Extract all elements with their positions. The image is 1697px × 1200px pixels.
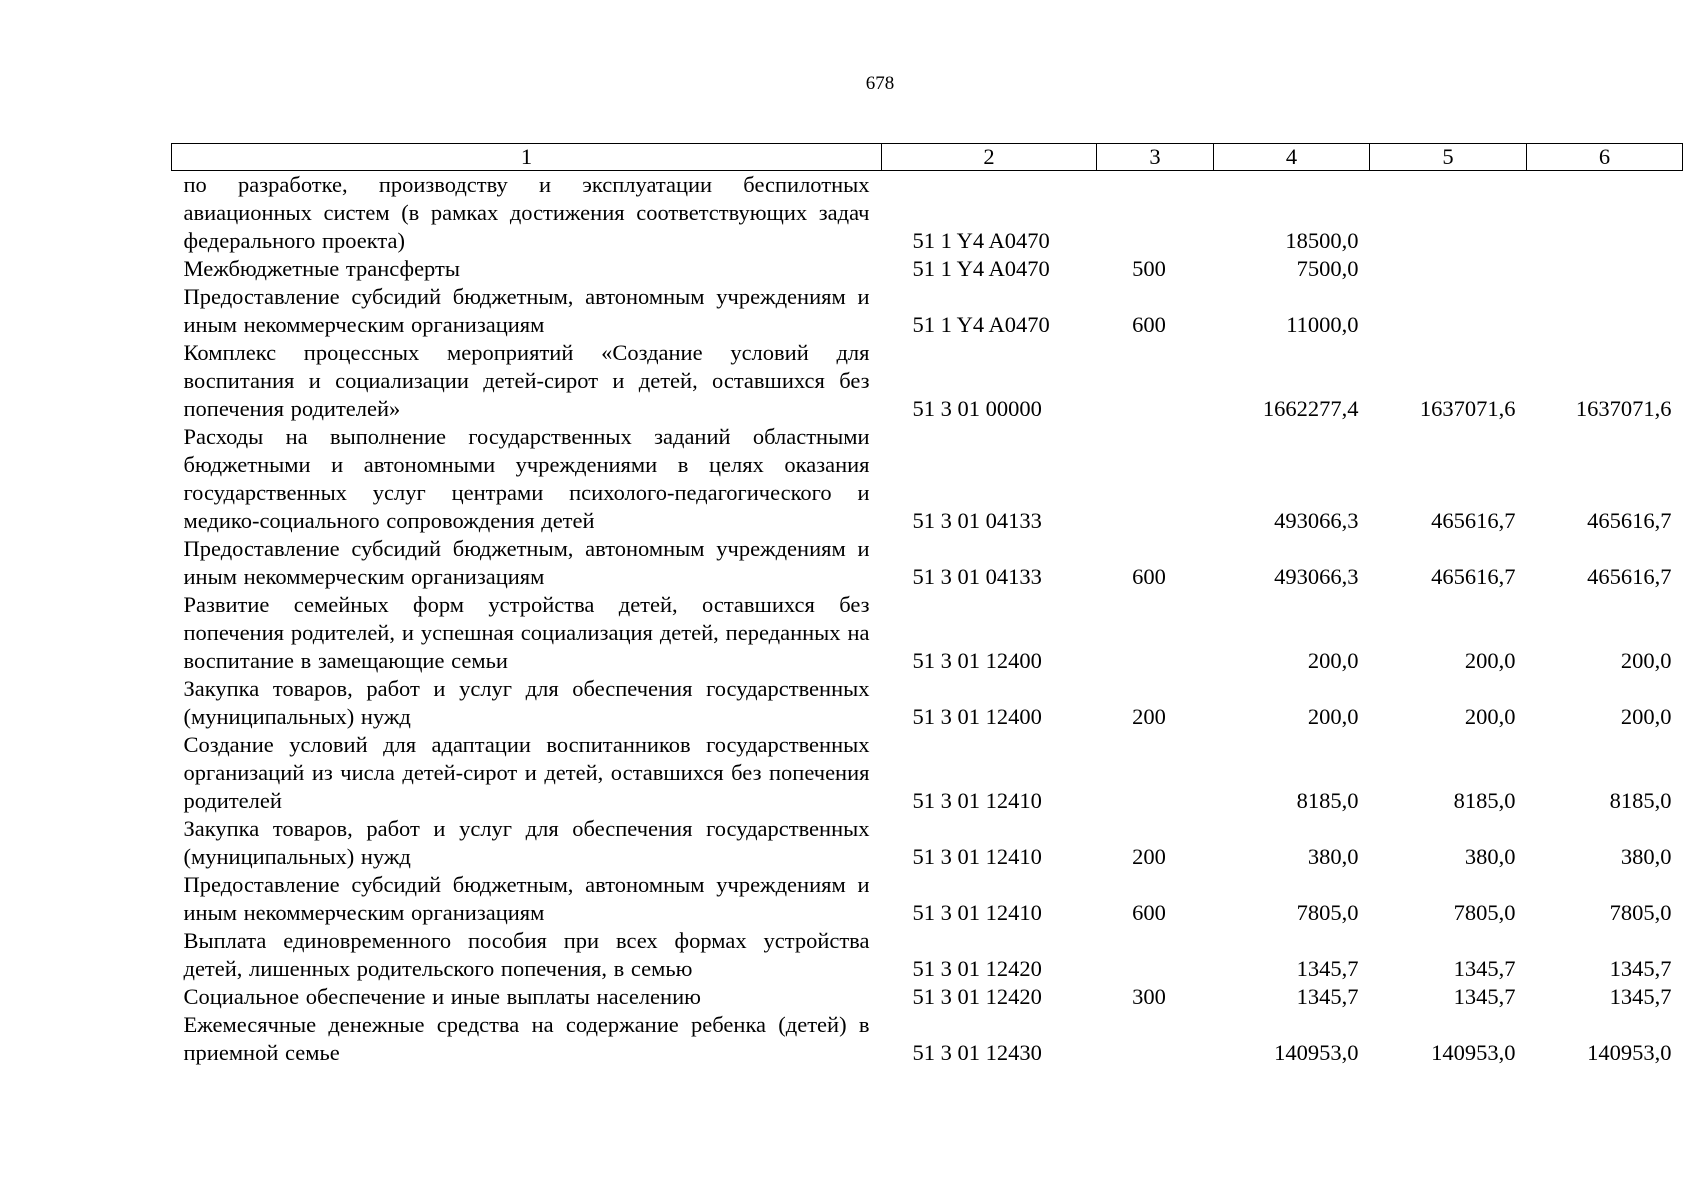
row-value-col4: 11000,0: [1286, 312, 1359, 337]
row-name: Комплекс процессных мероприятий «Создание условий для воспитания и социализации детей-сирот и детей, оставшихся без попечения родителей»: [183, 340, 870, 421]
row-value-col4: 7500,0: [1296, 256, 1359, 281]
table-row: [172, 283, 1683, 339]
row-value-col6: 7805,0: [1609, 900, 1672, 925]
column-header-1: 1: [172, 144, 882, 171]
row-value-col6: [1527, 255, 1683, 283]
row-value-col5: 1345,7: [1453, 984, 1516, 1009]
table-row: [172, 871, 1683, 927]
row-target-code: 51 3 01 12420: [912, 956, 1042, 981]
row-value-col4: 380,0: [1307, 844, 1359, 869]
row-expense-type: [1097, 339, 1214, 423]
row-name: Предоставление субсидий бюджетным, автономным учреждениям и иным некоммерческим организациям: [183, 872, 870, 925]
row-expense-type: 500: [1132, 256, 1166, 281]
row-value-col4: 8185,0: [1296, 788, 1359, 813]
row-target-code: 51 3 01 12410: [912, 900, 1042, 925]
table-row: [172, 255, 1683, 283]
row-target-code: 51 3 01 12410: [912, 788, 1042, 813]
row-value-col6: 380,0: [1620, 844, 1672, 869]
row-expense-type: [1097, 731, 1214, 815]
row-name: Предоставление субсидий бюджетным, автономным учреждениям и иным некоммерческим организациям: [183, 536, 870, 589]
column-header-3: 3: [1097, 144, 1214, 171]
row-expense-type: 600: [1132, 564, 1166, 589]
table-row: [172, 927, 1683, 983]
row-value-col6: 1345,7: [1609, 984, 1672, 1009]
row-value-col6: 8185,0: [1609, 788, 1672, 813]
column-header-4: 4: [1214, 144, 1370, 171]
row-value-col6: 465616,7: [1587, 508, 1672, 533]
row-name: Закупка товаров, работ и услуг для обеспечения государственных (муниципальных) нужд: [183, 676, 870, 729]
row-name: Предоставление субсидий бюджетным, автономным учреждениям и иным некоммерческим организациям: [183, 284, 870, 337]
row-name: Развитие семейных форм устройства детей, оставшихся без попечения родителей, и успешная социализация детей, переданных на воспитание в замещающие семьи: [183, 592, 870, 673]
row-value-col4: 493066,3: [1274, 564, 1359, 589]
row-value-col4: 1662277,4: [1262, 396, 1359, 421]
row-target-code: 51 3 01 12400: [912, 704, 1042, 729]
row-value-col5: [1370, 283, 1527, 339]
row-value-col6: 465616,7: [1587, 564, 1672, 589]
row-target-code: 51 3 01 12420: [912, 984, 1042, 1009]
column-header-2: 2: [882, 144, 1097, 171]
row-value-col4: 493066,3: [1274, 508, 1359, 533]
row-value-col4: 1345,7: [1296, 984, 1359, 1009]
row-value-col5: 140953,0: [1431, 1040, 1516, 1065]
row-target-code: 51 1 Y4 A0470: [912, 312, 1050, 337]
row-target-code: 51 1 Y4 A0470: [912, 228, 1050, 253]
table-row: [172, 339, 1683, 423]
row-value-col5: 7805,0: [1453, 900, 1516, 925]
row-value-col4: 1345,7: [1296, 956, 1359, 981]
row-name: Социальное обеспечение и иные выплаты населению: [183, 984, 701, 1009]
row-expense-type: 600: [1132, 312, 1166, 337]
row-target-code: 51 3 01 12410: [912, 844, 1042, 869]
row-value-col5: 465616,7: [1431, 564, 1516, 589]
row-value-col4: 18500,0: [1285, 228, 1359, 253]
row-value-col6: [1527, 283, 1683, 339]
column-header-6: 6: [1527, 144, 1683, 171]
row-value-col6: 200,0: [1620, 704, 1672, 729]
row-name: Закупка товаров, работ и услуг для обеспечения государственных (муниципальных) нужд: [183, 816, 870, 869]
row-expense-type: [1097, 591, 1214, 675]
row-value-col6: 1637071,6: [1575, 396, 1672, 421]
page-number: 678: [865, 73, 895, 94]
row-expense-type: 600: [1132, 900, 1166, 925]
row-value-col5: 465616,7: [1431, 508, 1516, 533]
row-expense-type: 200: [1132, 844, 1166, 869]
table-header: [172, 144, 1683, 171]
row-value-col6: [1527, 171, 1683, 256]
row-value-col5: 1637071,6: [1419, 396, 1516, 421]
row-value-col6: 140953,0: [1587, 1040, 1672, 1065]
row-value-col5: 200,0: [1464, 648, 1516, 673]
row-value-col4: 7805,0: [1296, 900, 1359, 925]
row-expense-type: 200: [1132, 704, 1166, 729]
table-body: [172, 171, 1683, 1068]
row-target-code: 51 3 01 04133: [912, 508, 1042, 533]
row-value-col4: 140953,0: [1274, 1040, 1359, 1065]
table-row: [172, 1011, 1683, 1067]
row-value-col6: 1345,7: [1609, 956, 1672, 981]
row-expense-type: [1097, 927, 1214, 983]
row-target-code: 51 1 Y4 A0470: [912, 256, 1050, 281]
row-target-code: 51 3 01 00000: [912, 396, 1042, 421]
row-value-col6: 200,0: [1620, 648, 1672, 673]
row-expense-type: [1097, 1011, 1214, 1067]
row-name: Расходы на выполнение государственных заданий областными бюджетными и автономными учреждениями в целях оказания государственных услуг центрами психолого-педагогического и медико-социального сопровождения детей: [183, 424, 870, 533]
row-expense-type: [1097, 423, 1214, 535]
table-row: [172, 423, 1683, 535]
row-name: Создание условий для адаптации воспитанников государственных организаций из числа детей-сирот и детей, оставшихся без попечения родителей: [183, 732, 870, 813]
table-row: [172, 171, 1683, 256]
header-row: [172, 144, 1683, 171]
row-value-col4: 200,0: [1307, 704, 1359, 729]
row-target-code: 51 3 01 04133: [912, 564, 1042, 589]
row-target-code: 51 3 01 12400: [912, 648, 1042, 673]
row-value-col5: 200,0: [1464, 704, 1516, 729]
row-name: Межбюджетные трансферты: [183, 256, 460, 281]
table-row: [172, 731, 1683, 815]
row-expense-type: [1097, 171, 1214, 256]
table-row: [172, 675, 1683, 731]
row-name: по разработке, производству и эксплуатации беспилотных авиационных систем (в рамках достижения соответствующих задач федерального проекта): [183, 172, 870, 253]
budget-table: [171, 143, 1683, 1067]
row-target-code: 51 3 01 12430: [912, 1040, 1042, 1065]
table-row: [172, 815, 1683, 871]
row-value-col4: 200,0: [1307, 648, 1359, 673]
column-header-5: 5: [1370, 144, 1527, 171]
row-name: Ежемесячные денежные средства на содержание ребенка (детей) в приемной семье: [183, 1012, 870, 1065]
row-value-col5: 8185,0: [1453, 788, 1516, 813]
row-expense-type: 300: [1132, 984, 1166, 1009]
row-name: Выплата единовременного пособия при всех формах устройства детей, лишенных родительского попечения, в семью: [183, 928, 870, 981]
row-value-col5: 380,0: [1464, 844, 1516, 869]
table-row: [172, 535, 1683, 591]
table-row: [172, 983, 1683, 1011]
row-value-col5: [1370, 171, 1527, 256]
row-value-col5: 1345,7: [1453, 956, 1516, 981]
table-row: [172, 591, 1683, 675]
row-value-col5: [1370, 255, 1527, 283]
